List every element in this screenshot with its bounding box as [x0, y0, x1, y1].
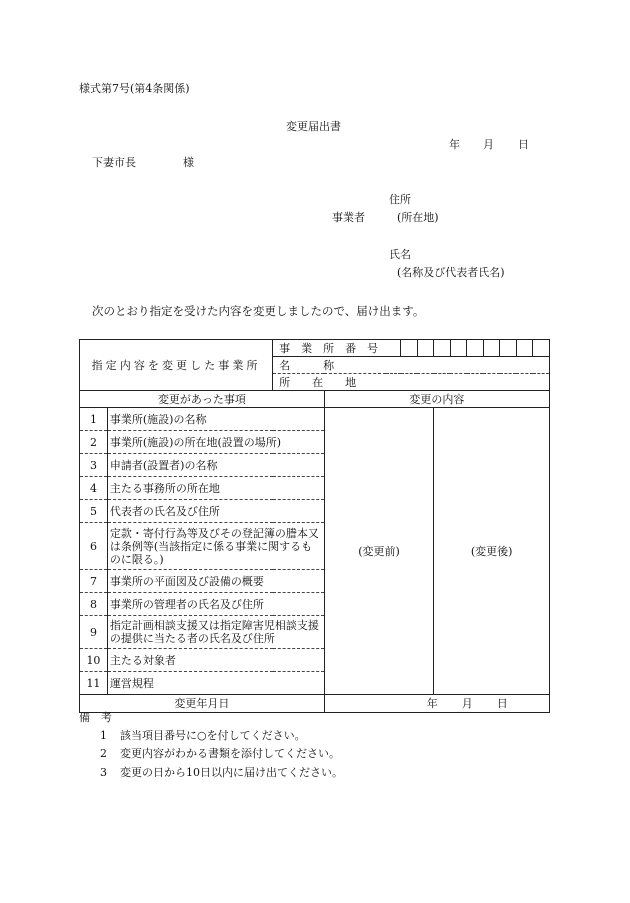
applicant-role-label: 事業者: [332, 211, 365, 224]
office-address-label: 所 在 地: [279, 375, 357, 389]
change-date-day: 日: [496, 697, 508, 710]
applicant-address-label: 住所: [389, 193, 411, 206]
intro-text: 次のとおり指定を受けた内容を変更しましたので、届け出ます。: [92, 304, 425, 318]
item-text: 指定計画相談支援又は指定障害児相談支援の提供に当たる者の氏名及び住所: [107, 616, 324, 649]
date-day: 日: [518, 138, 529, 151]
item-text: 定款・寄付行為等及びその登記簿の謄本又は条例等(当該指定に係る事業に関するものに限る。): [107, 523, 324, 570]
note-number: 3: [100, 766, 107, 779]
office-address-field[interactable]: [273, 374, 550, 391]
change-date-month: 月: [461, 697, 473, 710]
change-content-header: 変更の内容: [324, 391, 549, 408]
item-text: 事業所(施設)の所在地(設置の場所): [107, 431, 324, 454]
office-number-box-1[interactable]: [401, 340, 418, 357]
item-number: 10: [80, 649, 108, 672]
office-name-label: 名 称: [279, 358, 335, 372]
item-number: 7: [80, 570, 108, 593]
item-number: 5: [80, 500, 108, 523]
item-number: 1: [80, 408, 108, 431]
before-label: (変更前): [358, 544, 400, 558]
office-number-box-9[interactable]: [533, 340, 550, 357]
office-number-box-8[interactable]: [516, 340, 533, 357]
item-number: 6: [80, 523, 108, 570]
office-number-box-2[interactable]: [417, 340, 434, 357]
office-number-box-5[interactable]: [467, 340, 484, 357]
note-text: 変更内容がわかる書類を添付してください。: [120, 747, 340, 760]
item-text: 事業所の平面図及び設備の概要: [107, 570, 324, 593]
before-change-cell[interactable]: [324, 408, 433, 695]
document-title: 変更届出書: [286, 120, 341, 133]
item-text: 申請者(設置者)の名称: [107, 454, 324, 477]
note-text: 該当項目番号に○を付してください。: [120, 729, 306, 742]
item-number: 11: [80, 672, 108, 695]
notes-header: 備 考: [79, 711, 112, 724]
item-text: 事業所(施設)の名称: [107, 408, 324, 431]
form-number: 様式第7号(第4条関係): [79, 82, 190, 95]
after-label: (変更後): [470, 544, 513, 558]
item-text: 主たる事務所の所在地: [107, 477, 324, 500]
office-section-label: 指定内容を変更した事業所: [80, 340, 273, 391]
note-text: 変更の日から10日以内に届け出てください。: [120, 766, 343, 779]
change-date-field[interactable]: [324, 695, 549, 713]
item-text: 主たる対象者: [107, 649, 324, 672]
note-number: 2: [100, 747, 107, 760]
item-text: 代表者の氏名及び住所: [107, 500, 324, 523]
office-number-box-4[interactable]: [450, 340, 467, 357]
change-date-year: 年: [426, 697, 438, 710]
after-change-cell[interactable]: [434, 408, 550, 695]
addressee-honorific: 様: [183, 156, 194, 169]
date-month: 月: [483, 138, 494, 151]
note-number: 1: [100, 729, 107, 742]
applicant-name-sub-label: (名称及び代表者氏名): [397, 266, 505, 279]
item-number: 3: [80, 454, 108, 477]
change-date-label: 変更年月日: [80, 695, 325, 713]
applicant-location-label: (所在地): [397, 211, 439, 224]
item-text: 事業所の管理者の氏名及び住所: [107, 593, 324, 616]
item-text: 運営規程: [107, 672, 324, 695]
item-number: 8: [80, 593, 108, 616]
date-year: 年: [449, 138, 460, 151]
office-name-field[interactable]: [273, 357, 550, 374]
office-number-box-7[interactable]: [500, 340, 517, 357]
office-number-box-3[interactable]: [434, 340, 451, 357]
applicant-name-label: 氏名: [389, 248, 411, 261]
office-number-box-6[interactable]: [483, 340, 500, 357]
item-number: 2: [80, 431, 108, 454]
changed-items-header: 変更があった事項: [80, 391, 325, 408]
addressee-name: 下妻市長: [92, 156, 136, 169]
item-number: 4: [80, 477, 108, 500]
item-number: 9: [80, 616, 108, 649]
office-number-label: 事 業 所 番 号: [273, 340, 401, 357]
change-form-table: [79, 339, 550, 713]
